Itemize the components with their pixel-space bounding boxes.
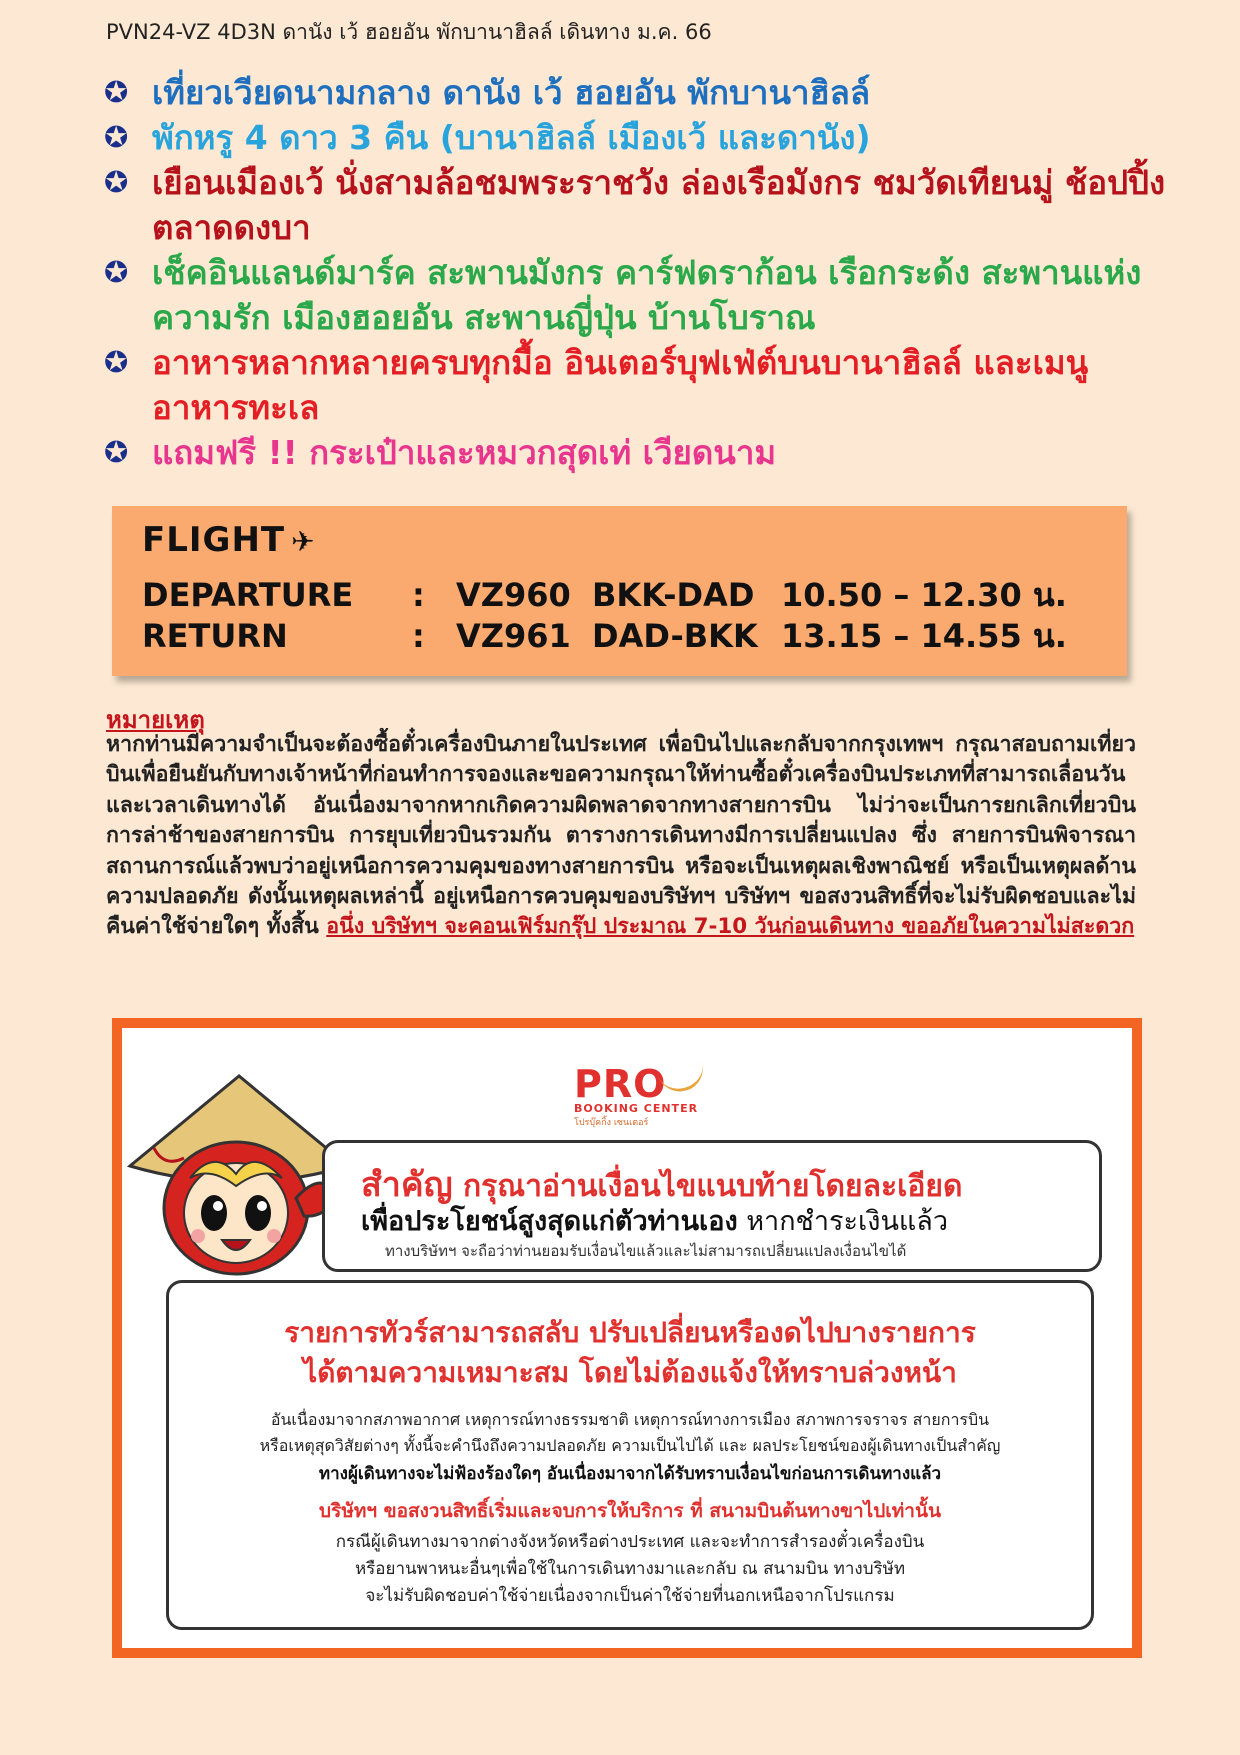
benefit-line: [361, 1199, 948, 1242]
highlight-text: เยือนเมืองเว้ นั่งสามล้อชมพระราชวัง ล่องเรือมังกร ชมวัดเทียนมู่ ช้อปปิ้งตลาดดงบา: [152, 163, 1166, 247]
flight-route: BKK-DAD: [592, 576, 755, 614]
flight-time: 13.15 – 14.55 น.: [781, 617, 1067, 655]
important-read-text: กรุณาอ่านเงื่อนไขแนบท้ายโดยละเอียด: [452, 1169, 963, 1204]
no-claim-text: ทางผู้เดินทางจะไม่ฟ้องร้องใดๆ อันเนื่องมาจากได้รับทราบเงื่อนไขก่อนการเดินทางแล้ว: [318, 1464, 942, 1484]
benefit-bold: เพื่อประโยชน์สูงสุดแก่ตัวท่านเอง: [361, 1206, 738, 1237]
star-circle-icon: ✪: [104, 120, 129, 154]
highlight-text: อาหารหลากหลายครบทุกมื้อ อินเตอร์บุฟเฟ่ต์บนบานาฮิลล์ และเมนูอาหารทะเล: [152, 343, 1089, 427]
flight-row-return: [142, 611, 1067, 662]
logo-booking-center: BOOKING CENTER: [574, 1102, 699, 1115]
change-reasons-line1: อันเนื่องมาจากสภาพอากาศ เหตุการณ์ทางธรรมชาติ เหตุการณ์ทางการเมือง สภาพการจราจร สายการบิน: [270, 1410, 990, 1429]
note-text: หากท่านมีความจำเป็นจะต้องซื้อตั๋วเครื่องบินภายในประเทศ เพื่อบินไปและกลับจากกรุงเทพฯ กรุณาสอบถามเที่ยวบินเพื่อยืนยันกับทางเจ้าหน้าที่ก่อนทำการจองและขอความกรุณาให้ท่านซื้อตั๋วเครื่องบินประเภทที่สามารถเลื่อนวันและเวลาเดินทางได้ อันเนื่องมาจากหากเกิดความผิดพลาดจากทางสายการบิน ไม่ว่าจะเป็นการยกเลิกเที่ยวบิน การล่าช้าของสายการบิน การยุบเที่ยวบินรวมกัน ตารางการเดินทางมีการเปลี่ยนแปลง ซึ่ง สายการบินพิจารณาสถานการณ์แล้วพบว่าอยู่เหนือการความคุมของทางสายการบิน หรือจะเป็นเหตุผลเชิงพาณิชย์ หรือเป็นเหตุผลด้านความปลอดภัย ดังนั้นเหตุผลเหล่านี้ อยู่เหนือการควบคุมของบริษัทฯ บริษัทฯ ขอสงวนสิทธิ์ที่จะไม่รับผิดชอบและไม่คืนค่าใช้จ่ายใดๆ ทั้งสิ้น: [106, 732, 1136, 940]
accept-conditions-text: ทางบริษัทฯ จะถือว่าท่านยอมรับเงื่อนไขแล้วและไม่สามารถเปลี่ยนแปลงเงื่อนไขได้: [385, 1242, 907, 1260]
important-notice-panel: [322, 1140, 1102, 1272]
star-circle-icon: ✪: [104, 435, 129, 469]
conditions-notice: [112, 1018, 1142, 1658]
highlight-text: แถมฟรี !! กระเป๋าและหมวกสุดเท่ เวียดนาม: [152, 433, 777, 472]
change-reasons: [169, 1407, 1091, 1459]
highlight-item: [104, 250, 1184, 340]
highlight-item: [104, 340, 1184, 430]
change-heading-line1: รายการทัวร์สามารถสลับ ปรับเปลี่ยนหรืองดไปบางรายการ: [284, 1316, 976, 1349]
flight-code: VZ961: [456, 617, 571, 655]
airport-service-text: บริษัทฯ ขอสงวนสิทธิ์เริ่มและจบการให้บริการ ที่ สนามบินต้นทางขาไปเท่านั้น: [319, 1500, 941, 1522]
flight-title: [142, 520, 316, 560]
highlight-item: [104, 430, 1184, 475]
tour-code-header: PVN24-VZ 4D3N ดานัง เว้ ฮอยอัน พักบานาฮิลล์ เดินทาง ม.ค. 66: [106, 20, 712, 44]
note-body: [106, 730, 1136, 943]
flight-time: 10.50 – 12.30 น.: [781, 576, 1067, 614]
own-transport-line2: หรือยานพาหนะอื่นๆเพื่อใช้ในการเดินทางมาและกลับ ณ สนามบิน ทางบริษัท: [354, 1559, 906, 1579]
highlight-text: เช็คอินแลนด์มาร์ค สะพานมังกร คาร์ฟดราก้อน เรือกระด้ง สะพานแห่งความรัก เมืองฮอยอัน สะพานญี่ปุ่น บ้านโบราณ: [152, 253, 1142, 337]
dragon-mascot-icon: [124, 1048, 354, 1288]
flight-colon: :: [412, 617, 425, 655]
highlight-item: [104, 70, 1184, 115]
flight-label: RETURN: [142, 617, 288, 655]
important-label: สำคัญ: [361, 1165, 453, 1205]
highlight-item: [104, 160, 1184, 250]
logo-thai-text: โปรบุ๊คกิ้ง เซนเตอร์: [574, 1118, 649, 1128]
highlight-text: เที่ยวเวียดนามกลาง ดานัง เว้ ฮอยอัน พักบานาฮิลล์: [152, 73, 871, 112]
star-circle-icon: ✪: [104, 75, 129, 109]
star-circle-icon: ✪: [104, 165, 129, 199]
flight-title-text: FLIGHT: [142, 520, 286, 560]
change-reasons-line2: หรือเหตุสุดวิสัยต่างๆ ทั้งนี้จะคำนึงถึงความปลอดภัย ความเป็นไปได้ และ ผลประโยชน์ของผู้เดินทางเป็นสำคัญ: [259, 1436, 1001, 1455]
logo-pro-text: PRO: [574, 1062, 667, 1106]
highlight-item: [104, 115, 1184, 160]
airplane-icon: ✈: [291, 525, 316, 558]
note-confirm-highlight: อนึ่ง บริษัทฯ จะคอนเฟิร์มกรุ๊ป ประมาณ 7-10 วันก่อนเดินทาง ขออภัยในความไม่สะดวก: [326, 914, 1135, 940]
star-circle-icon: ✪: [104, 345, 129, 379]
flight-colon: :: [412, 576, 425, 614]
flight-route: DAD-BKK: [592, 617, 758, 655]
benefit-rest: หากชำระเงินแล้ว: [737, 1206, 949, 1237]
change-heading-line2: ได้ตามความเหมาะสม โดยไม่ต้องแจ้งให้ทราบล่วงหน้า: [303, 1356, 957, 1389]
note-title: หมายเหตุ: [106, 706, 205, 734]
own-transport-line3: จะไม่รับผิดชอบค่าใช้จ่ายเนื่องจากเป็นค่าใช้จ่ายที่นอกเหนือจากโปรแกรม: [365, 1586, 895, 1606]
own-transport-text: [169, 1529, 1091, 1610]
star-circle-icon: ✪: [104, 255, 129, 289]
itinerary-change-panel: [166, 1280, 1094, 1630]
tour-highlights-list: [104, 70, 1184, 475]
flight-label: DEPARTURE: [142, 576, 354, 614]
own-transport-line1: กรณีผู้เดินทางมาจากต่างจังหวัดหรือต่างประเทศ และจะทำการสำรองตั๋วเครื่องบิน: [335, 1532, 925, 1552]
flight-info-box: [112, 506, 1127, 676]
pro-booking-logo: [574, 1062, 698, 1129]
flight-code: VZ960: [456, 576, 571, 614]
change-heading: [169, 1313, 1091, 1393]
highlight-text: พักหรู 4 ดาว 3 คืน (บานาฮิลล์ เมืองเว้ และดานัง): [152, 118, 871, 157]
